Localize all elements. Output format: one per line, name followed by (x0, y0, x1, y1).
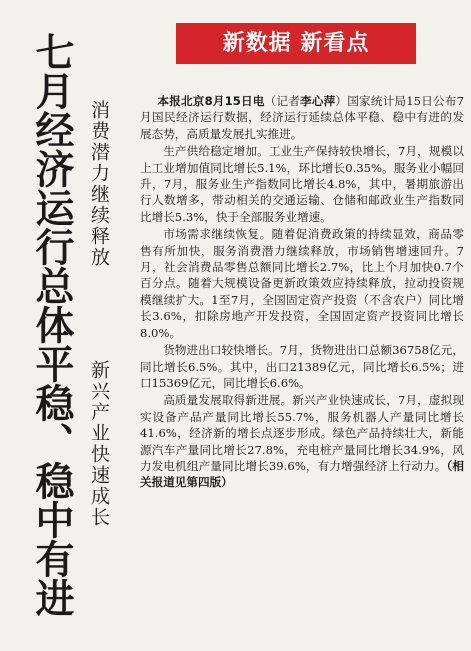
lead-paragraph (140, 93, 464, 142)
byline-prefix: （记者 (264, 94, 301, 108)
subhead-consumption: 消费潜力继续释放 (88, 100, 110, 268)
paragraph-demand: 市场需求继续恢复。随着促消费政策的持续显效，商品零售有所加快，服务消费潜力继续释放，市场销售增速回升。7月，社会消费品零售总额同比增长2.7%，比上个月加快0.7个百分点。随着大规模设备更新政策效应持续释放，拉动投资规模继续扩大。1至7月，全国固定资产投资（不含农户）同比增长3.6%，扣除房地产开发投资，全国固定资产投资同比增长8.0%。 (140, 227, 464, 340)
subhead-emerging-industries: 新兴产业快速成长 (88, 360, 110, 528)
paragraph-production: 生产供给稳定增加。工业生产保持较快增长，7月，规模以上工业增加值同比增长5.1%，环比增长0.35%。服务业小幅回升，7月，服务业生产指数同比增长4.8%，其中，暑期旅游出行人数增多，带动相关的交通运输、仓储和邮政业生产指数同比增长5.3%，快于全部服务业增速。 (140, 144, 464, 224)
paragraph-quality (140, 392, 464, 490)
headline: 七月经济运行总体平稳、稳中有进 (29, 32, 74, 617)
byline-suffix: ） (335, 94, 348, 108)
article-body (140, 93, 464, 492)
lead-body: 国家统计局15日公布7月国民经济运行数据，经济运行延续总体平稳、稳中有进的发展态势，高质量发展扎实推进。 (140, 94, 464, 141)
paragraph-trade: 货物进出口较快增长。7月，货物进出口总额36758亿元，同比增长6.5%。其中，出口21389亿元，同比增长6.5%；进口15369亿元，同比增长6.6%。 (140, 343, 464, 390)
related-report-note: （相关报道见第四版） (140, 458, 464, 490)
byline-name: 李心萍 (300, 94, 336, 108)
dateline: 本报北京8月15日电 (157, 94, 265, 108)
paragraph-quality-text: 高质量发展取得新进展。新兴产业快速成长，7月，虚拟现实设备产品产量同比增长55.7%，服务机器人产量同比增长41.6%，经济新的增长点逐步形成。绿色产品持续壮大，新能源汽车产量同比增长27.8%，充电桩产量同比增长34.9%，风力发电机组产量同比增长39.6%，有力增强经济上行动力。 (140, 393, 464, 473)
section-banner: 新数据 新看点 (176, 23, 416, 64)
